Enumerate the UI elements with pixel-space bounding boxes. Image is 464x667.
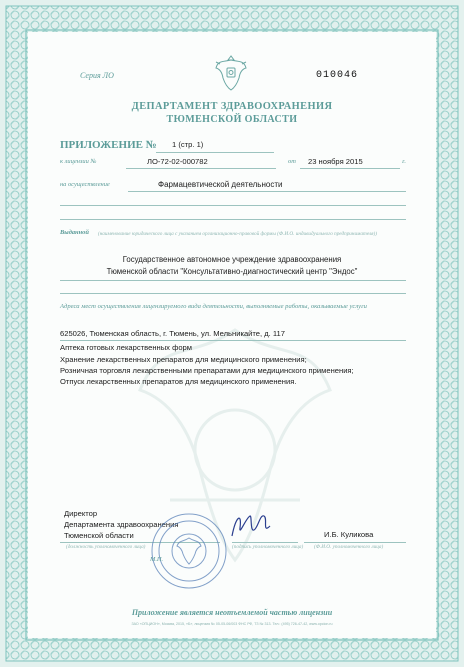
issued-label: Выданной	[60, 229, 89, 236]
address-line-2: Розничная торговля лекарственными препаратами для медицинского применения;	[60, 366, 354, 375]
authority-line2: ТЮМЕНСКОЙ ОБЛАСТИ	[166, 114, 298, 125]
appendix-number-underline	[156, 152, 274, 153]
signer-position-line3: Тюменской области	[64, 531, 134, 540]
address-underline	[60, 340, 406, 341]
activity-underline	[128, 191, 406, 192]
printer-info: ЗАО «ОПЦИОН», Москва, 2015, «Б», лицензия № 05-05-06/003 ФНС РФ, ТЗ № 313. Тел.: (495) 726-47-42, www.opcion.ru	[131, 622, 333, 626]
serial-number: 010046	[316, 70, 359, 81]
activity-blank-line	[60, 205, 406, 206]
position-hint: (должность уполномоченного лица)	[66, 544, 146, 550]
signer-position-line2: Департамента здравоохранения	[64, 520, 179, 529]
organization-line1: Государственное автономное учреждение здравоохранения	[122, 255, 342, 264]
handwritten-signature-icon	[226, 508, 276, 544]
activity-value: Фармацевтической деятельности	[158, 180, 283, 189]
activity-blank-line-2	[60, 219, 406, 220]
round-seal-icon	[150, 512, 228, 590]
coat-of-arms-icon	[214, 52, 248, 92]
organization-underline	[60, 280, 406, 281]
address-line-0: Аптека готовых лекарственных форм	[60, 343, 192, 352]
appendix-number: 1 (стр. 1)	[172, 140, 204, 149]
license-date: 23 ноября 2015	[308, 157, 363, 166]
appendix-label: ПРИЛОЖЕНИЕ №	[60, 139, 157, 151]
license-number-underline	[126, 168, 276, 169]
organization-blank-line	[60, 293, 406, 294]
signer-name-hint: (Ф.И.О. уполномоченного лица)	[314, 544, 384, 550]
issued-hint: (наименование юридического лица с указанием организационно-правовой формы (Ф.И.О. индивидуального предпринимателя))	[98, 231, 377, 237]
signature-hint: (подпись уполномоченного лица)	[232, 544, 304, 550]
authority-line1: ДЕПАРТАМЕНТ ЗДРАВООХРАНЕНИЯ	[131, 101, 333, 112]
address-line-1: Хранение лекарственных препаратов для медицинского применения;	[60, 355, 307, 364]
signer-name-underline	[304, 542, 406, 543]
addresses-label: Адреса мест осуществления лицензируемого вида деятельности, выполняемые работы, оказываемые услуги	[60, 303, 367, 310]
organization-line2: Тюменской области "Консультативно-диагностический центр "Эндос"	[106, 267, 358, 276]
signer-name: И.Б. Куликова	[324, 530, 374, 539]
address-line-3: Отпуск лекарственных препаратов для медицинского применения.	[60, 377, 297, 386]
license-number: ЛО-72-02-000782	[147, 157, 208, 166]
signer-position-line1: Директор	[64, 509, 98, 518]
stamp-place-label: М.П.	[150, 556, 164, 563]
series-label: Серия ЛО	[80, 71, 114, 80]
license-prefix: к лицензии №	[60, 158, 97, 165]
activity-address: 625026, Тюменская область, г. Тюмень, ул. Мельникайте, д. 117	[60, 329, 285, 338]
footer-note: Приложение является неотъемлемой частью лицензии	[131, 608, 333, 617]
signature-underline	[232, 542, 298, 543]
date-prefix: от	[288, 158, 296, 165]
license-date-underline	[300, 168, 400, 169]
year-suffix: г.	[402, 158, 407, 165]
activity-prefix: на осуществление	[60, 181, 110, 188]
